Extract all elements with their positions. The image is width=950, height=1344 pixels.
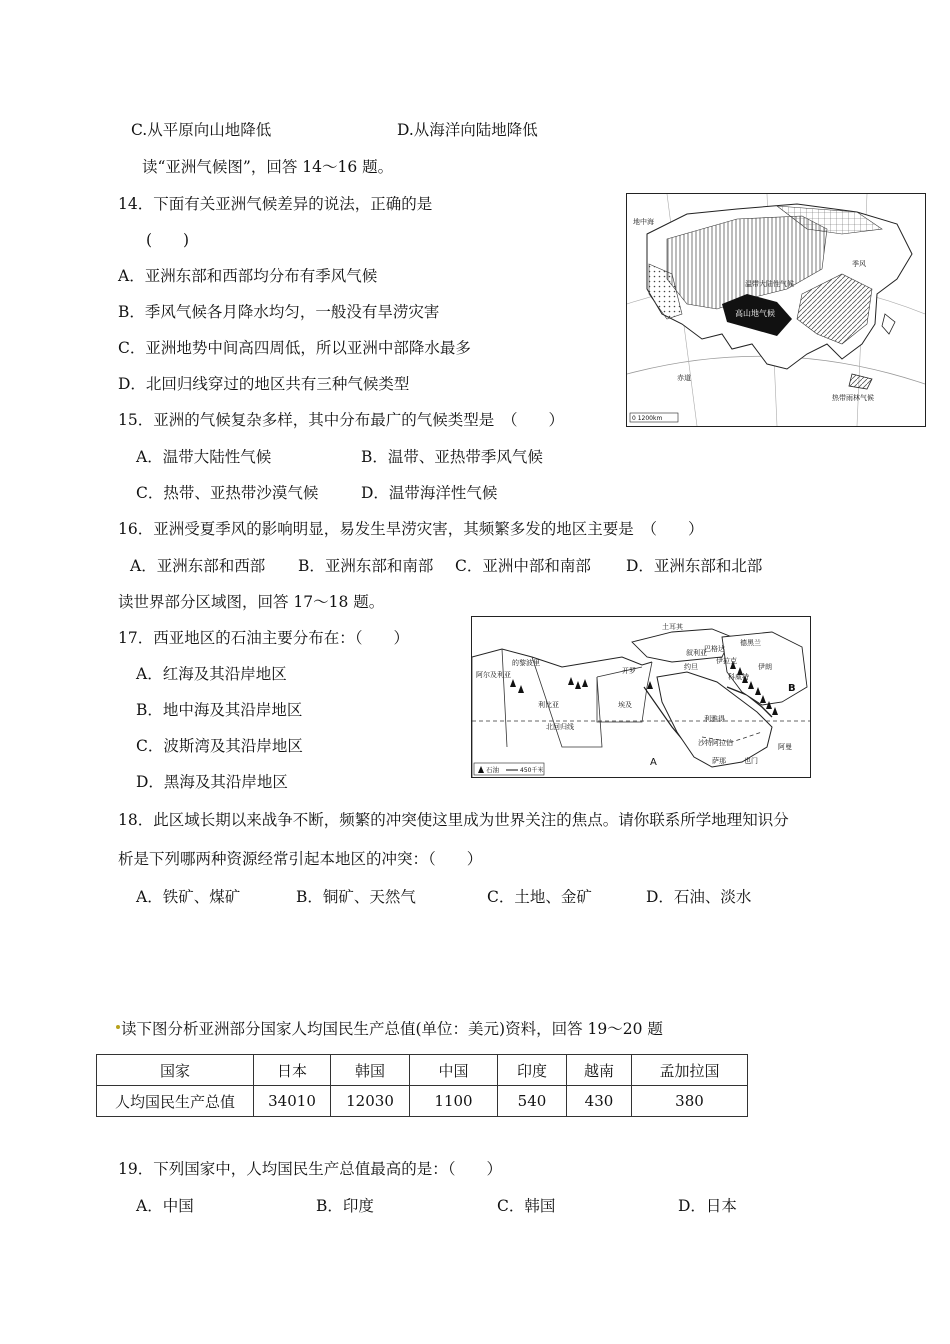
gnp-header-korea: 韩国 bbox=[331, 1055, 410, 1086]
map-label-tropic: 北回归线 bbox=[546, 723, 574, 731]
label-mediterranean: 地中海 bbox=[633, 218, 654, 226]
q13-option-d: D.从海洋向陆地降低 bbox=[397, 121, 538, 139]
map-label-tehran: 德黑兰 bbox=[740, 639, 761, 647]
map-label-jordan: 约旦 bbox=[684, 663, 698, 671]
q19-option-b: B．印度 bbox=[316, 1197, 374, 1215]
q18-option-b: B．铜矿、天然气 bbox=[296, 888, 416, 906]
map-label-yemen: 也门 bbox=[744, 757, 758, 765]
gnp-value-india: 540 bbox=[498, 1086, 567, 1117]
map-label-cairo: 开罗 bbox=[622, 667, 636, 675]
intro-14-16: 读“亚洲气候图”，回答 14～16 题。 bbox=[142, 158, 394, 176]
gnp-header-bangladesh: 孟加拉国 bbox=[632, 1055, 748, 1086]
q14-option-c: C．亚洲地势中间高四周低，所以亚洲中部降水最多 bbox=[118, 339, 471, 357]
label-temperate-continental: 温带大陆性气候 bbox=[745, 280, 794, 288]
asia-climate-map bbox=[626, 193, 926, 427]
q15-option-d: D．温带海洋性气候 bbox=[361, 484, 498, 502]
map-label-b: B bbox=[788, 683, 796, 694]
gnp-header-country: 国家 bbox=[97, 1055, 254, 1086]
q14-stem: 14．下面有关亚洲气候差异的说法，正确的是 bbox=[118, 195, 433, 213]
gnp-value-vietnam: 430 bbox=[567, 1086, 632, 1117]
map-label-kuwait: 科威特 bbox=[728, 673, 749, 681]
q15-stem: 15．亚洲的气候复杂多样，其中分布最广的气候类型是 （ ） bbox=[118, 411, 564, 429]
q15-option-c: C．热带、亚热带沙漠气候 bbox=[136, 484, 319, 502]
map-label-a: A bbox=[650, 757, 657, 768]
q19-stem: 19．下列国家中，人均国民生产总值最高的是：（ ） bbox=[118, 1160, 502, 1178]
label-plateau: 高山地气候 bbox=[735, 309, 775, 318]
intro-19-20: 读下图分析亚洲部分国家人均国民生产总值(单位：美元)资料，回答 19～20 题 bbox=[121, 1020, 663, 1038]
map-label-algeria: 阿尔及利亚 bbox=[476, 671, 511, 679]
label-scale: 0 1200km bbox=[632, 415, 663, 422]
asia-climate-map-svg bbox=[627, 194, 925, 426]
label-tropical-rainforest: 热带雨林气候 bbox=[832, 394, 874, 402]
stray-dot bbox=[116, 1025, 120, 1029]
q13-option-c: C.从平原向山地降低 bbox=[131, 121, 272, 139]
q17-option-c: C．波斯湾及其沿岸地区 bbox=[136, 737, 303, 755]
map-label-iraq: 伊拉克 bbox=[716, 657, 737, 665]
legend-scale: 450千米 bbox=[520, 767, 544, 774]
q18-option-d: D．石油、淡水 bbox=[646, 888, 752, 906]
label-equator: 赤道 bbox=[677, 374, 691, 382]
gnp-table-value-row bbox=[97, 1086, 748, 1117]
q17-stem: 17．西亚地区的石油主要分布在：（ ） bbox=[118, 629, 409, 647]
gnp-table bbox=[96, 1054, 748, 1117]
q16-option-b: B．亚洲东部和南部 bbox=[298, 557, 434, 575]
gnp-header-japan: 日本 bbox=[254, 1055, 331, 1086]
q18-stem-line2: 析是下列哪两种资源经常引起本地区的冲突：（ ） bbox=[118, 850, 483, 868]
map-label-tripoli: 的黎波里 bbox=[512, 659, 540, 667]
intro-17-18: 读世界部分区域图，回答 17～18 题。 bbox=[118, 593, 385, 611]
middle-east-map bbox=[471, 616, 811, 778]
map-label-oman: 阿曼 bbox=[778, 743, 792, 751]
q16-stem: 16．亚洲受夏季风的影响明显，易发生旱涝灾害，其频繁多发的地区主要是 （ ） bbox=[118, 520, 704, 538]
map-label-riyadh: 利雅得 bbox=[704, 715, 725, 723]
q15-option-a: A．温带大陆性气候 bbox=[136, 448, 272, 466]
q19-option-d: D．日本 bbox=[678, 1197, 737, 1215]
gnp-header-vietnam: 越南 bbox=[567, 1055, 632, 1086]
map-label-baghdad: 巴格达 bbox=[704, 645, 725, 653]
q16-option-d: D．亚洲东部和北部 bbox=[626, 557, 763, 575]
map-label-libya: 利比亚 bbox=[538, 701, 559, 709]
q17-option-a: A．红海及其沿岸地区 bbox=[136, 665, 287, 683]
q19-option-c: C．韩国 bbox=[497, 1197, 556, 1215]
q14-option-d: D．北回归线穿过的地区共有三种气候类型 bbox=[118, 375, 410, 393]
map-label-saudi: 沙特阿拉伯 bbox=[698, 739, 733, 747]
gnp-value-korea: 12030 bbox=[331, 1086, 410, 1117]
q17-option-d: D．黑海及其沿岸地区 bbox=[136, 773, 288, 791]
q18-option-a: A．铁矿、煤矿 bbox=[136, 888, 241, 906]
q14-blank: ( ) bbox=[146, 231, 190, 249]
q16-option-a: A．亚洲东部和西部 bbox=[130, 557, 266, 575]
map-label-sanaa: 萨那 bbox=[712, 757, 726, 765]
label-monsoon: 季风 bbox=[852, 260, 866, 268]
q14-option-b: B．季风气候各月降水均匀，一般没有旱涝灾害 bbox=[118, 303, 440, 321]
gnp-value-china: 1100 bbox=[410, 1086, 498, 1117]
map-label-syria: 叙利亚 bbox=[686, 649, 707, 657]
q19-option-a: A．中国 bbox=[136, 1197, 194, 1215]
map-label-iran: 伊朗 bbox=[758, 663, 772, 671]
map-label-egypt: 埃及 bbox=[618, 701, 632, 709]
q15-option-b: B．温带、亚热带季风气候 bbox=[361, 448, 543, 466]
gnp-table-header-row bbox=[97, 1055, 748, 1086]
legend-oil: 石油 bbox=[486, 766, 499, 774]
gnp-header-india: 印度 bbox=[498, 1055, 567, 1086]
q16-option-c: C．亚洲中部和南部 bbox=[455, 557, 591, 575]
q18-stem-line1: 18．此区域长期以来战争不断，频繁的冲突使这里成为世界关注的焦点。请你联系所学地理知识分 bbox=[118, 811, 789, 829]
middle-east-map-svg bbox=[472, 617, 810, 777]
q14-option-a: A．亚洲东部和西部均分布有季风气候 bbox=[118, 267, 378, 285]
gnp-value-bangladesh: 380 bbox=[632, 1086, 748, 1117]
gnp-row-label: 人均国民生产总值 bbox=[97, 1086, 254, 1117]
gnp-value-japan: 34010 bbox=[254, 1086, 331, 1117]
gnp-header-china: 中国 bbox=[410, 1055, 498, 1086]
q17-option-b: B．地中海及其沿岸地区 bbox=[136, 701, 303, 719]
map-label-turkey: 土耳其 bbox=[662, 623, 683, 631]
q18-option-c: C．土地、金矿 bbox=[487, 888, 592, 906]
